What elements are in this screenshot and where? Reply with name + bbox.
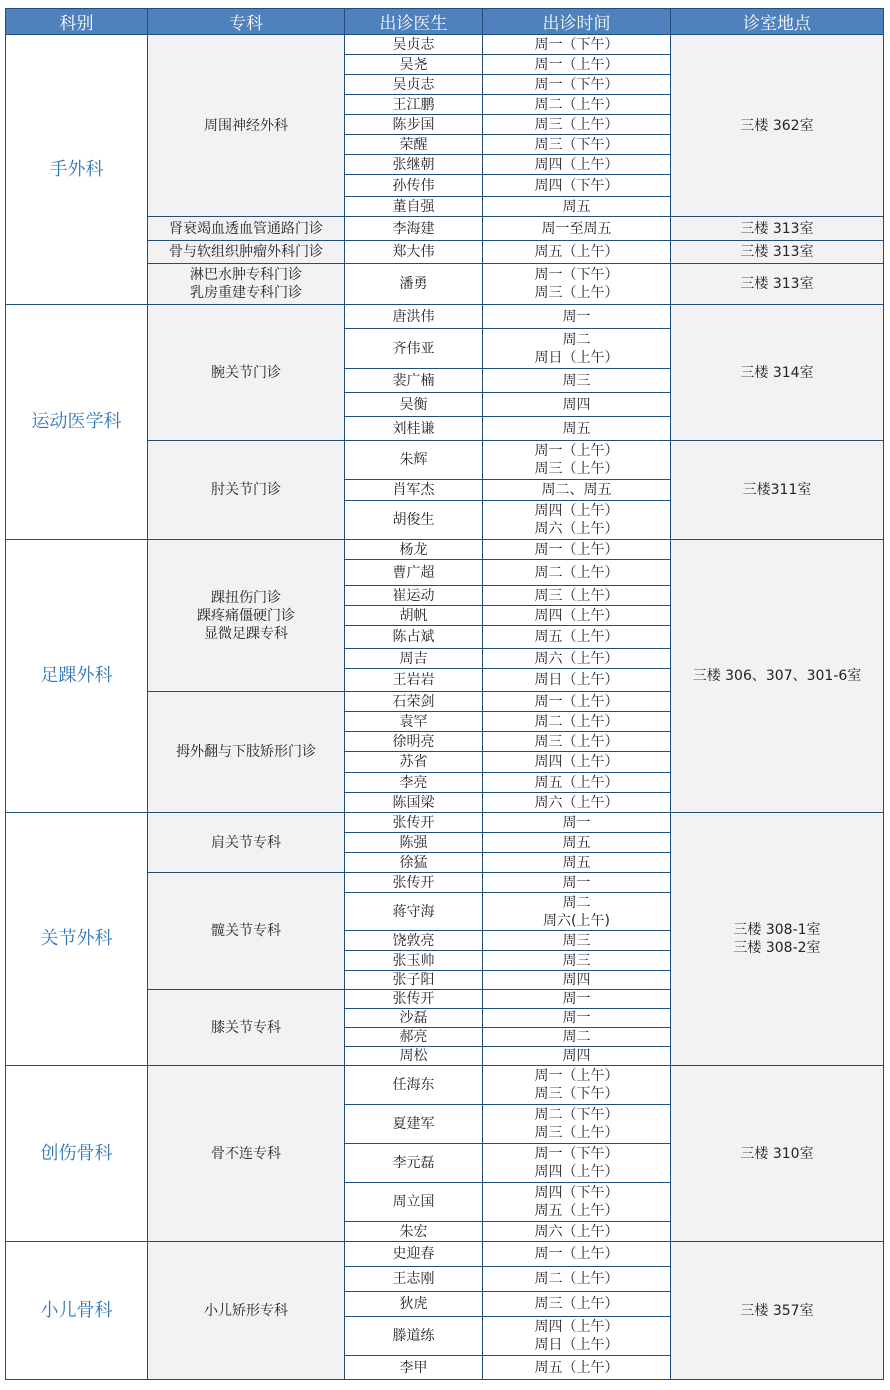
doctor-cell: 潘勇 [345, 264, 483, 305]
time-cell [483, 853, 671, 873]
time-cell-line: 周二（上午） [534, 96, 619, 113]
time-cell [483, 155, 671, 175]
doctor-cell: 石荣剑 [345, 692, 483, 712]
time-cell [483, 95, 671, 115]
doctor-cell: 周立国 [345, 1183, 483, 1222]
doctor-cell: 张继朝 [345, 155, 483, 175]
specialty-cell [148, 990, 345, 1066]
time-cell-line: 周三（上午） [534, 1125, 619, 1141]
specialty-cell-line: 拇外翻与下肢矫形门诊 [176, 744, 316, 760]
time-cell [483, 649, 671, 669]
clinic-schedule-table [5, 8, 884, 1380]
doctor-cell: 唐洪伟 [345, 305, 483, 329]
time-cell-line: 周日（上午） [534, 1337, 619, 1353]
header-specialty: 专科 [148, 9, 345, 35]
time-cell [483, 241, 671, 264]
time-cell [483, 793, 671, 813]
doctor-cell: 王志刚 [345, 1267, 483, 1292]
specialty-cell [148, 692, 345, 813]
time-cell [483, 712, 671, 732]
department-cell: 创伤骨科 [6, 1066, 148, 1242]
location-cell-line: 三楼 308-2室 [733, 940, 821, 956]
specialty-cell [148, 813, 345, 873]
table-row [6, 813, 884, 833]
doctor-cell: 周吉 [345, 649, 483, 669]
specialty-cell-line: 肩关节专科 [211, 834, 281, 851]
time-cell-line: 周一（上午） [534, 56, 619, 73]
specialty-cell-line: 乳房重建专科门诊 [190, 285, 302, 301]
time-cell-line: 周一至周五 [541, 220, 612, 237]
time-cell [483, 752, 671, 773]
time-cell [483, 305, 671, 329]
time-cell-line: 周四（上午） [534, 607, 619, 624]
location-cell-line: 三楼 313室 [740, 276, 814, 292]
header-department: 科别 [6, 9, 148, 35]
time-cell [483, 1144, 671, 1183]
time-cell-line: 周四（上午） [534, 754, 619, 770]
time-cell-line: 周一 [562, 991, 591, 1007]
time-cell [483, 501, 671, 540]
time-cell [483, 1047, 671, 1066]
time-cell-line: 周一 [562, 814, 591, 831]
time-cell [483, 1222, 671, 1242]
time-cell [483, 329, 671, 369]
doctor-cell: 吴贞志 [345, 75, 483, 95]
doctor-cell: 张传开 [345, 990, 483, 1009]
department-cell: 小儿骨科 [6, 1242, 148, 1380]
schedule-body [6, 35, 884, 1380]
specialty-cell-line: 髋关节专科 [211, 923, 281, 939]
time-cell [483, 35, 671, 55]
specialty-cell [148, 35, 345, 217]
time-cell-line: 周四 [562, 1048, 591, 1064]
time-cell-line: 周三（上午） [534, 116, 619, 133]
time-cell [483, 540, 671, 560]
time-cell-line: 周五 [562, 854, 591, 871]
time-cell-line: 周五（上午） [534, 244, 619, 260]
department-cell: 手外科 [6, 35, 148, 305]
time-cell [483, 971, 671, 990]
time-cell-line: 周四（上午） [534, 1319, 619, 1335]
time-cell [483, 1292, 671, 1317]
time-cell [483, 990, 671, 1009]
time-cell-line: 周四 [562, 396, 591, 413]
time-cell [483, 1317, 671, 1356]
doctor-cell: 张子阳 [345, 971, 483, 990]
time-cell-line: 周一（下午） [534, 1146, 619, 1162]
time-cell [483, 951, 671, 971]
time-cell [483, 1183, 671, 1222]
doctor-cell: 周松 [345, 1047, 483, 1066]
doctor-cell: 李亮 [345, 773, 483, 793]
time-cell-line: 周三（上午） [534, 285, 619, 301]
specialty-cell [148, 540, 345, 692]
time-cell [483, 441, 671, 480]
time-cell-line: 周四（上午） [534, 1164, 619, 1180]
location-cell-line: 三楼 313室 [740, 244, 814, 260]
time-cell-line: 周四（上午） [534, 156, 619, 173]
time-cell [483, 1009, 671, 1028]
time-cell [483, 873, 671, 893]
location-cell [671, 1066, 884, 1242]
time-cell-line: 周六（上午） [534, 650, 619, 667]
time-cell [483, 732, 671, 752]
specialty-cell-line: 骨与软组织肿瘤外科门诊 [169, 244, 323, 260]
time-cell [483, 417, 671, 441]
time-cell-line: 周二（上午） [534, 713, 619, 730]
location-cell [671, 264, 884, 305]
location-cell-line: 三楼311室 [742, 482, 812, 498]
doctor-cell: 刘桂谦 [345, 417, 483, 441]
time-cell-line: 周六（上午） [534, 794, 619, 811]
header-doctor: 出诊医生 [345, 9, 483, 35]
time-cell-line: 周三（下午） [534, 1086, 619, 1102]
time-cell-line: 周一（上午） [534, 1246, 619, 1262]
time-cell-line: 周一（下午） [534, 36, 619, 53]
doctor-cell: 徐猛 [345, 853, 483, 873]
specialty-cell [148, 264, 345, 305]
time-cell-line: 周三 [562, 952, 591, 969]
table-row [6, 540, 884, 560]
location-cell-line: 三楼 314室 [740, 364, 814, 381]
time-cell [483, 1028, 671, 1047]
time-cell [483, 1242, 671, 1267]
specialty-cell-line: 踝扭伤门诊 [211, 589, 281, 606]
time-cell-line: 周三（上午） [534, 733, 619, 750]
time-cell-line: 周一（上午） [534, 541, 619, 558]
location-cell-line: 三楼 362室 [740, 117, 814, 134]
time-cell [483, 1267, 671, 1292]
time-cell [483, 1105, 671, 1144]
time-cell-line: 周一（下午） [534, 76, 619, 93]
time-cell [483, 115, 671, 135]
time-cell-line: 周一（下午） [534, 267, 619, 283]
doctor-cell: 沙磊 [345, 1009, 483, 1028]
time-cell [483, 135, 671, 155]
specialty-cell-line: 淋巴水肿专科门诊 [190, 267, 302, 283]
time-cell-line: 周三（上午） [534, 587, 619, 604]
doctor-cell: 郝亮 [345, 1028, 483, 1047]
specialty-cell-line: 骨不连专科 [211, 1145, 281, 1162]
location-cell [671, 35, 884, 217]
time-cell-line: 周四（上午） [534, 503, 619, 519]
doctor-cell: 陈强 [345, 833, 483, 853]
time-cell-line: 周日（上午） [534, 349, 619, 366]
time-cell-line: 周一 [562, 874, 591, 891]
specialty-cell [148, 305, 345, 441]
specialty-cell-line: 腕关节门诊 [211, 364, 281, 381]
table-row [6, 35, 884, 55]
time-cell [483, 931, 671, 951]
doctor-cell: 李甲 [345, 1356, 483, 1380]
specialty-cell-line: 显微足踝专科 [204, 625, 288, 642]
doctor-cell: 任海东 [345, 1066, 483, 1105]
specialty-cell [148, 241, 345, 264]
time-cell-line: 周二（上午） [534, 564, 619, 581]
doctor-cell: 齐伟亚 [345, 329, 483, 369]
time-cell-line: 周二 [562, 1029, 591, 1045]
time-cell [483, 393, 671, 417]
doctor-cell: 吴尧 [345, 55, 483, 75]
doctor-cell: 胡帆 [345, 606, 483, 626]
header-row [6, 9, 884, 35]
doctor-cell: 张传开 [345, 873, 483, 893]
location-cell [671, 540, 884, 813]
specialty-cell [148, 1066, 345, 1242]
time-cell [483, 560, 671, 586]
doctor-cell: 饶敦亮 [345, 931, 483, 951]
doctor-cell: 崔运动 [345, 586, 483, 606]
time-cell [483, 175, 671, 197]
doctor-cell: 蒋守海 [345, 893, 483, 931]
time-cell-line: 周二（上午） [534, 1271, 619, 1287]
doctor-cell: 苏省 [345, 752, 483, 773]
doctor-cell: 郑大伟 [345, 241, 483, 264]
doctor-cell: 徐明亮 [345, 732, 483, 752]
doctor-cell: 朱宏 [345, 1222, 483, 1242]
time-cell [483, 893, 671, 931]
doctor-cell: 吴衡 [345, 393, 483, 417]
time-cell-line: 周日（上午） [534, 672, 619, 688]
time-cell [483, 626, 671, 649]
doctor-cell: 朱辉 [345, 441, 483, 480]
time-cell [483, 1356, 671, 1380]
time-cell-line: 周三 [562, 372, 591, 389]
header-location: 诊室地点 [671, 9, 884, 35]
location-cell [671, 217, 884, 241]
time-cell [483, 586, 671, 606]
location-cell-line: 三楼 313室 [740, 220, 814, 237]
department-cell: 关节外科 [6, 813, 148, 1066]
doctor-cell: 史迎春 [345, 1242, 483, 1267]
time-cell-line: 周五（上午） [534, 1359, 619, 1376]
time-cell-line: 周三 [562, 932, 591, 949]
location-cell [671, 813, 884, 1066]
time-cell [483, 75, 671, 95]
doctor-cell: 张传开 [345, 813, 483, 833]
time-cell [483, 833, 671, 853]
time-cell-line: 周二 [562, 894, 591, 911]
time-cell-line: 周三（上午） [534, 1296, 619, 1312]
time-cell [483, 55, 671, 75]
time-cell [483, 1066, 671, 1105]
specialty-cell-line: 肘关节门诊 [211, 482, 281, 498]
doctor-cell: 滕道练 [345, 1317, 483, 1356]
doctor-cell: 孙传伟 [345, 175, 483, 197]
doctor-cell: 杨龙 [345, 540, 483, 560]
time-cell-line: 周一（上午） [534, 443, 619, 459]
time-cell-line: 周二、周五 [541, 482, 612, 498]
doctor-cell: 裴广楠 [345, 369, 483, 393]
department-cell: 足踝外科 [6, 540, 148, 813]
time-cell-line: 周一 [562, 308, 591, 325]
table-row [6, 1242, 884, 1267]
specialty-cell [148, 441, 345, 540]
specialty-cell-line: 周围神经外科 [204, 117, 288, 134]
location-cell [671, 441, 884, 540]
time-cell [483, 480, 671, 501]
time-cell-line: 周五（上午） [534, 774, 619, 791]
location-cell [671, 241, 884, 264]
doctor-cell: 胡俊生 [345, 501, 483, 540]
time-cell-line: 周二 [562, 331, 591, 348]
specialty-cell-line: 肾衰竭血透血管通路门诊 [169, 220, 323, 237]
time-cell [483, 606, 671, 626]
time-cell-line: 周五（上午） [534, 629, 619, 645]
doctor-cell: 张玉帅 [345, 951, 483, 971]
doctor-cell: 李海建 [345, 217, 483, 241]
time-cell [483, 773, 671, 793]
specialty-cell-line: 膝关节专科 [211, 1019, 281, 1036]
time-cell-line: 周二（下午） [534, 1107, 619, 1123]
time-cell-line: 周一（上午） [534, 1068, 619, 1084]
doctor-cell: 李元磊 [345, 1144, 483, 1183]
location-cell-line: 三楼 357室 [740, 1302, 814, 1319]
table-row [6, 305, 884, 329]
doctor-cell: 吴贞志 [345, 35, 483, 55]
time-cell-line: 周四 [562, 972, 591, 988]
doctor-cell: 陈国梁 [345, 793, 483, 813]
doctor-cell: 肖军杰 [345, 480, 483, 501]
doctor-cell: 陈步国 [345, 115, 483, 135]
time-cell [483, 669, 671, 692]
table-row [6, 1066, 884, 1105]
doctor-cell: 曹广超 [345, 560, 483, 586]
department-cell: 运动医学科 [6, 305, 148, 540]
time-cell-line: 周三（下午） [534, 136, 619, 153]
time-cell-line: 周四（下午） [534, 177, 619, 194]
location-cell-line: 三楼 310室 [740, 1145, 814, 1162]
location-cell-line: 三楼 306、307、301-6室 [692, 668, 862, 684]
doctor-cell: 王江鹏 [345, 95, 483, 115]
time-cell-line: 周五 [562, 834, 591, 851]
doctor-cell: 董自强 [345, 197, 483, 217]
time-cell-line: 周一（上午） [534, 693, 619, 710]
time-cell [483, 197, 671, 217]
time-cell-line: 周五（上午） [534, 1203, 619, 1219]
location-cell [671, 305, 884, 441]
location-cell [671, 1242, 884, 1380]
doctor-cell: 狄虎 [345, 1292, 483, 1317]
specialty-cell [148, 217, 345, 241]
specialty-cell-line: 小儿矫形专科 [204, 1302, 288, 1319]
location-cell-line: 三楼 308-1室 [733, 922, 821, 938]
time-cell [483, 369, 671, 393]
doctor-cell: 王岩岩 [345, 669, 483, 692]
specialty-cell [148, 873, 345, 990]
doctor-cell: 袁罕 [345, 712, 483, 732]
time-cell-line: 周六（上午） [534, 1223, 619, 1240]
time-cell-line: 周三（上午） [534, 461, 619, 477]
time-cell-line: 周六(上午) [543, 912, 610, 929]
time-cell-line: 周五 [562, 420, 591, 437]
doctor-cell: 夏建军 [345, 1105, 483, 1144]
schedule-container [5, 8, 884, 1380]
doctor-cell: 荣醒 [345, 135, 483, 155]
time-cell [483, 264, 671, 305]
time-cell-line: 周四（下午） [534, 1185, 619, 1201]
time-cell-line: 周一 [562, 1010, 591, 1026]
specialty-cell [148, 1242, 345, 1380]
header-time: 出诊时间 [483, 9, 671, 35]
specialty-cell-line: 踝疼痛僵硬门诊 [197, 607, 295, 624]
time-cell [483, 813, 671, 833]
time-cell-line: 周五 [562, 198, 591, 215]
time-cell-line: 周六（上午） [534, 521, 619, 537]
time-cell [483, 217, 671, 241]
time-cell [483, 692, 671, 712]
doctor-cell: 陈占斌 [345, 626, 483, 649]
